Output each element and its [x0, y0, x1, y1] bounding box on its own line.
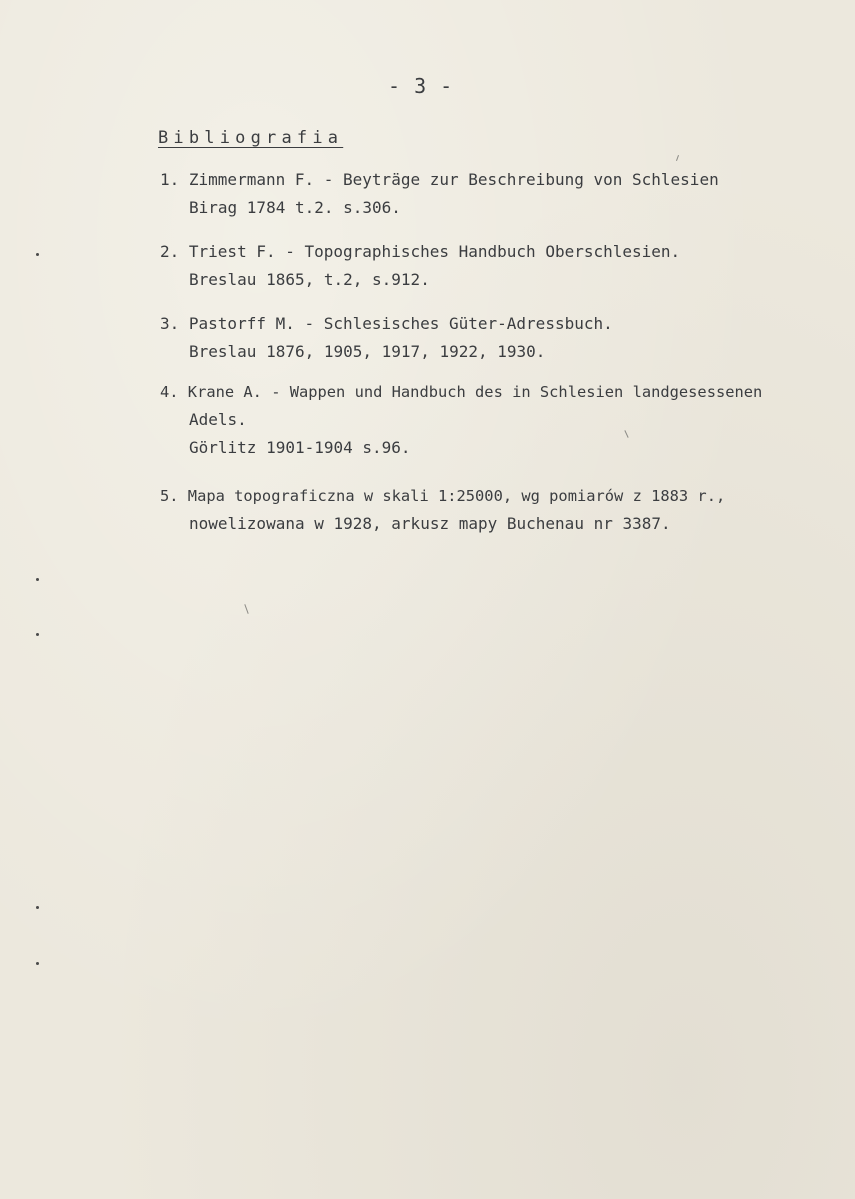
margin-mark	[36, 253, 39, 256]
bibliography-entry-4	[160, 378, 762, 462]
bibliography-heading: Bibliografia	[158, 128, 344, 148]
entry-line: nowelizowana w 1928, arkusz mapy Buchenau nr 3387.	[189, 514, 671, 533]
paper-speck	[244, 604, 248, 614]
entry-line: Adels.	[189, 410, 247, 429]
entry-line: 5. Mapa topograficzna w skali 1:25000, wg pomiarów z 1883 r.,	[160, 487, 726, 505]
entry-line: 2. Triest F. - Topographisches Handbuch Oberschlesien.	[160, 242, 681, 261]
bibliography-entry-1	[160, 166, 719, 222]
entry-line: 4. Krane A. - Wappen und Handbuch des in Schlesien landgesessenen	[160, 383, 763, 401]
margin-mark	[36, 906, 39, 909]
entry-line: Breslau 1865, t.2, s.912.	[189, 270, 430, 289]
bibliography-entry-3	[160, 310, 613, 366]
paper-speck	[676, 155, 679, 161]
page-number: - 3 -	[388, 74, 454, 98]
entry-line: Birag 1784 t.2. s.306.	[189, 198, 401, 217]
entry-line: 1. Zimmermann F. - Beyträge zur Beschreibung von Schlesien	[160, 170, 719, 189]
margin-mark	[36, 633, 39, 636]
bibliography-entry-2	[160, 238, 680, 294]
bibliography-entry-5	[160, 482, 725, 538]
entry-line: Breslau 1876, 1905, 1917, 1922, 1930.	[189, 342, 546, 361]
entry-line: 3. Pastorff M. - Schlesisches Güter-Adressbuch.	[160, 314, 613, 333]
margin-mark	[36, 962, 39, 965]
entry-line: Görlitz 1901-1904 s.96.	[189, 438, 411, 457]
margin-mark	[36, 578, 39, 581]
